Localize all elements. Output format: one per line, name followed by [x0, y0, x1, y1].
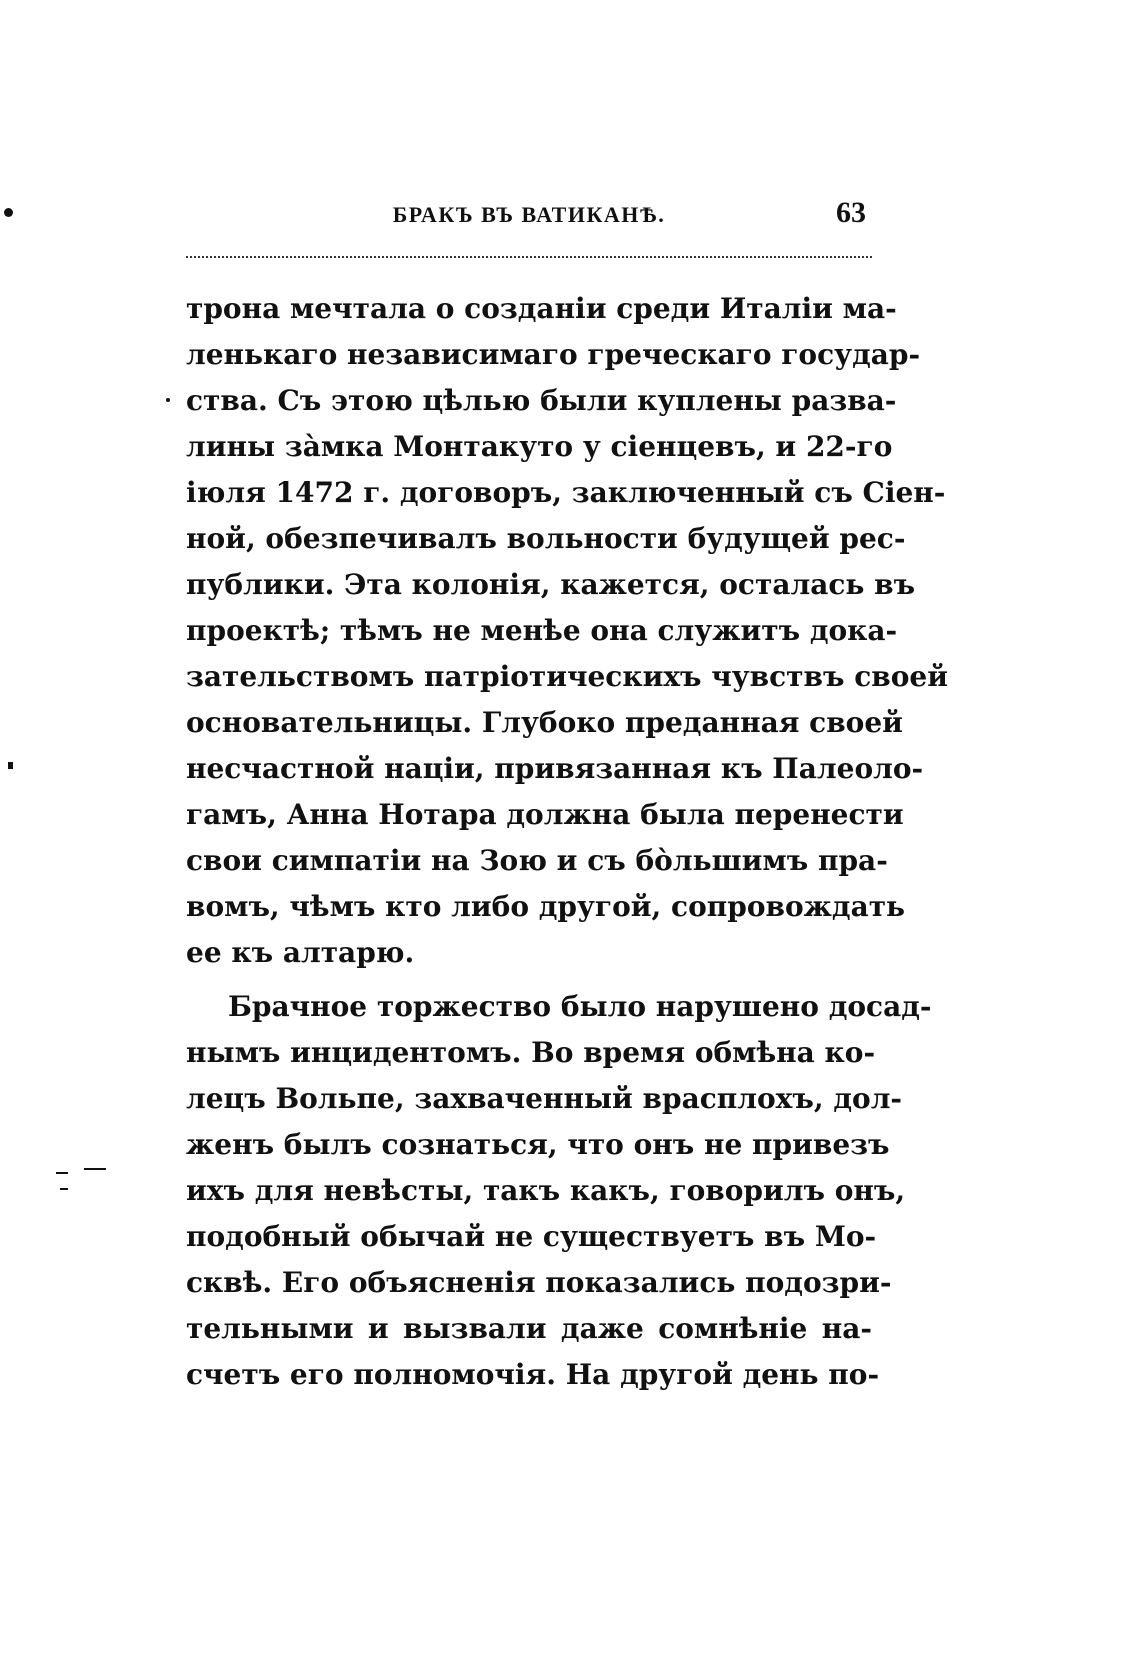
- margin-speck: [60, 1188, 68, 1190]
- text-line: несчастной націи, привязанная къ Палеоло-: [186, 752, 924, 785]
- text-line: публики. Эта колонія, кажется, осталась въ: [186, 568, 916, 601]
- margin-speck: [4, 208, 13, 217]
- text-line: ства. Съ этою цѣлью были куплены разва-: [186, 384, 897, 417]
- page-number: 63: [836, 196, 866, 229]
- text-line: гамъ, Анна Нотара должна была перенести: [186, 798, 904, 831]
- text-line: сквѣ. Его объясненія показались подозри-: [186, 1266, 892, 1299]
- text-line: основательницы. Глубоко преданная своей: [186, 706, 903, 739]
- text-line: подобный обычай не существуетъ въ Мо-: [186, 1220, 877, 1253]
- header-rule: [186, 256, 872, 258]
- margin-speck: [84, 1168, 106, 1170]
- margin-speck: [166, 398, 170, 402]
- margin-speck: [56, 1172, 68, 1174]
- text-line: вомъ, чѣмъ кто либо другой, сопровождать: [186, 890, 906, 923]
- text-line: проектѣ; тѣмъ не менѣе она служитъ дока-: [186, 614, 898, 647]
- text-line: счетъ его полномочія. На другой день по-: [186, 1358, 880, 1391]
- margin-speck: [8, 762, 13, 769]
- text-line: женъ былъ сознаться, что онъ не привезъ: [186, 1128, 890, 1161]
- page-header: [186, 196, 872, 232]
- text-line: тельными и вызвали даже сомнѣніе на-: [186, 1312, 872, 1345]
- text-line: Брачное торжество было нарушено досад-: [228, 990, 932, 1023]
- text-line: ее къ алтарю.: [186, 936, 415, 969]
- text-line: свои симпатіи на Зою и съ бòльшимъ пра-: [186, 844, 888, 877]
- text-line: нымъ инцидентомъ. Во время обмѣна ко-: [186, 1036, 876, 1069]
- running-head: БРАКЪ ВЪ ВАТИКАНѢ.: [392, 202, 666, 227]
- text-line: ленькаго независимаго греческаго государ-: [186, 338, 921, 371]
- text-line: зательствомъ патріотическихъ чувствъ своей: [186, 660, 948, 693]
- text-line: лецъ Вольпе, захваченный врасплохъ, дол-: [186, 1082, 903, 1115]
- body-text: [186, 286, 948, 1398]
- text-line: лины зàмка Монтакуто у сіенцевъ, и 22-го: [186, 430, 893, 463]
- paragraph-gap: [186, 976, 872, 984]
- text-line: трона мечтала о созданіи среди Италіи ма-: [186, 292, 897, 325]
- text-line: ной, обезпечивалъ вольности будущей рес-: [186, 522, 906, 555]
- text-line: ихъ для невѣсты, такъ какъ, говорилъ онъ,: [186, 1174, 906, 1207]
- text-line: іюля 1472 г. договоръ, заключенный съ Сіен-: [186, 476, 946, 509]
